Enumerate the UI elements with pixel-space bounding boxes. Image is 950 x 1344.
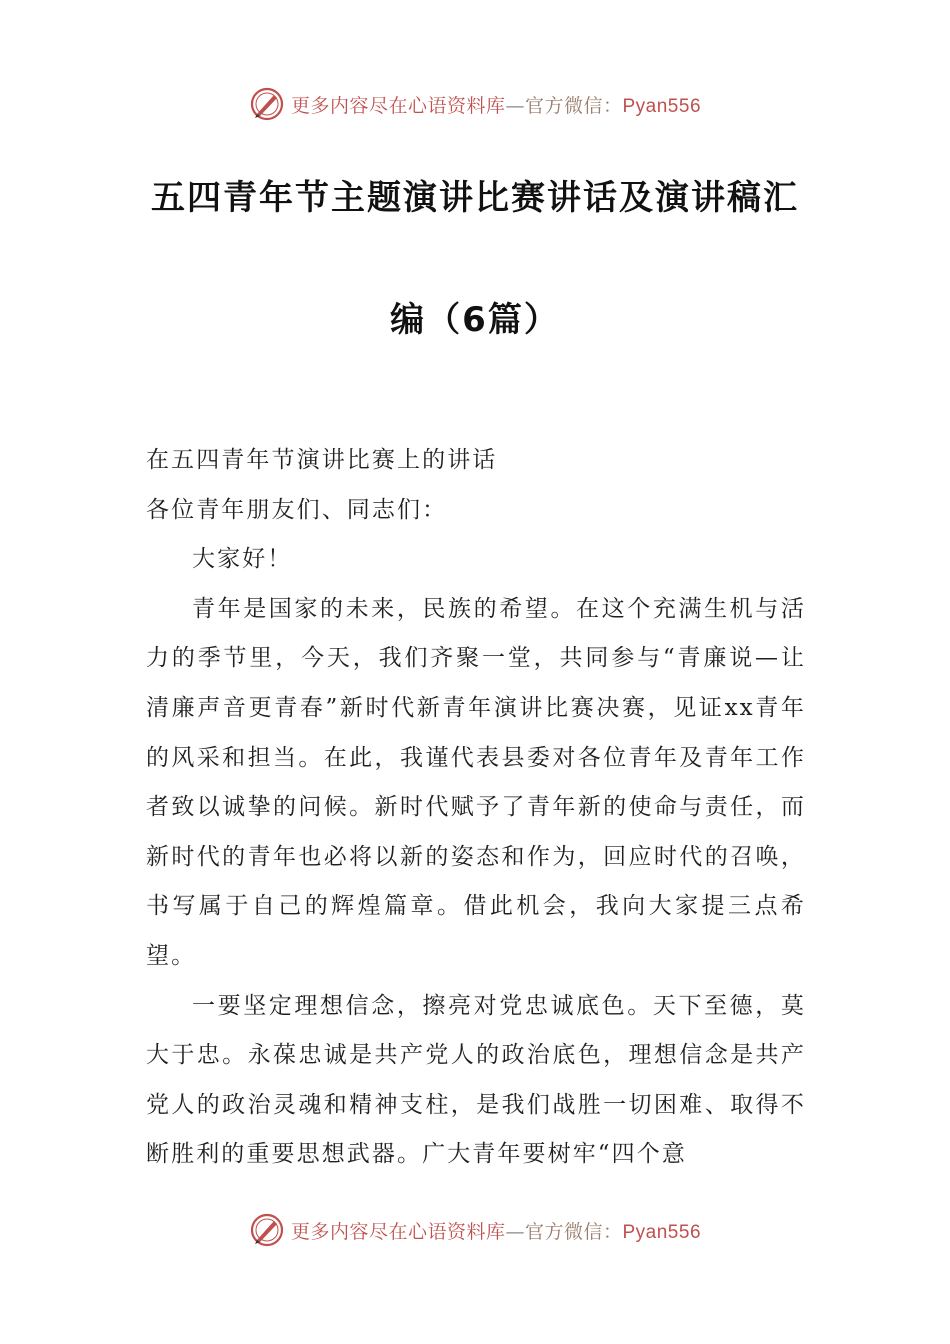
pen-logo-icon bbox=[249, 86, 285, 122]
banner-slogan: 更多内容尽在心语资料库 bbox=[290, 94, 506, 117]
document-title-line2: 编（6篇） bbox=[390, 300, 560, 340]
banner-wechat-label: 官方微信： bbox=[524, 94, 623, 117]
banner-wechat-id: Pyan556 bbox=[622, 1221, 702, 1243]
paragraph-intro: 青年是国家的未来，民族的希望。在这个充满生机与活力的季节里，今天，我们齐聚一堂，共同参与“青廉说—让清廉声音更青春”新时代新青年演讲比赛决赛，见证xx青年的风采和担当。在此，我谨代表县委对各位青年及青年工作者致以诚挚的问候。新时代赋予了青年新的使命与责任，而新时代的青年也必将以新的姿态和作为，回应时代的召唤，书写属于自己的辉煌篇章。借此机会，我向大家提三点希望。 bbox=[146, 595, 806, 969]
banner-text-group bbox=[291, 91, 701, 118]
banner-text-group bbox=[291, 1217, 701, 1244]
document-body bbox=[146, 436, 806, 1180]
banner-separator: — bbox=[505, 94, 525, 117]
greeting: 大家好！ bbox=[192, 546, 293, 573]
speech-heading: 在五四青年节演讲比赛上的讲话 bbox=[146, 447, 498, 473]
header-watermark-banner bbox=[0, 84, 950, 124]
banner-separator: — bbox=[505, 1220, 525, 1243]
banner-wechat-label: 官方微信： bbox=[524, 1220, 623, 1243]
salutation: 各位青年朋友们、同志们： bbox=[146, 496, 448, 523]
paragraph-point-one: 一要坚定理想信念，擦亮对党忠诚底色。天下至德，莫大于忠。永葆忠诚是共产党人的政治底色，理想信念是共产党人的政治灵魂和精神支柱，是我们战胜一切困难、取得不断胜利的重要思想武器。广大青年要树牢“四个意 bbox=[146, 992, 806, 1168]
footer-watermark-banner bbox=[0, 1210, 950, 1250]
pen-logo-icon bbox=[249, 1212, 285, 1248]
document-title-line1: 五四青年节主题演讲比赛讲话及演讲稿汇 bbox=[151, 178, 799, 218]
banner-slogan: 更多内容尽在心语资料库 bbox=[290, 1220, 506, 1243]
banner-wechat-id: Pyan556 bbox=[622, 95, 702, 117]
